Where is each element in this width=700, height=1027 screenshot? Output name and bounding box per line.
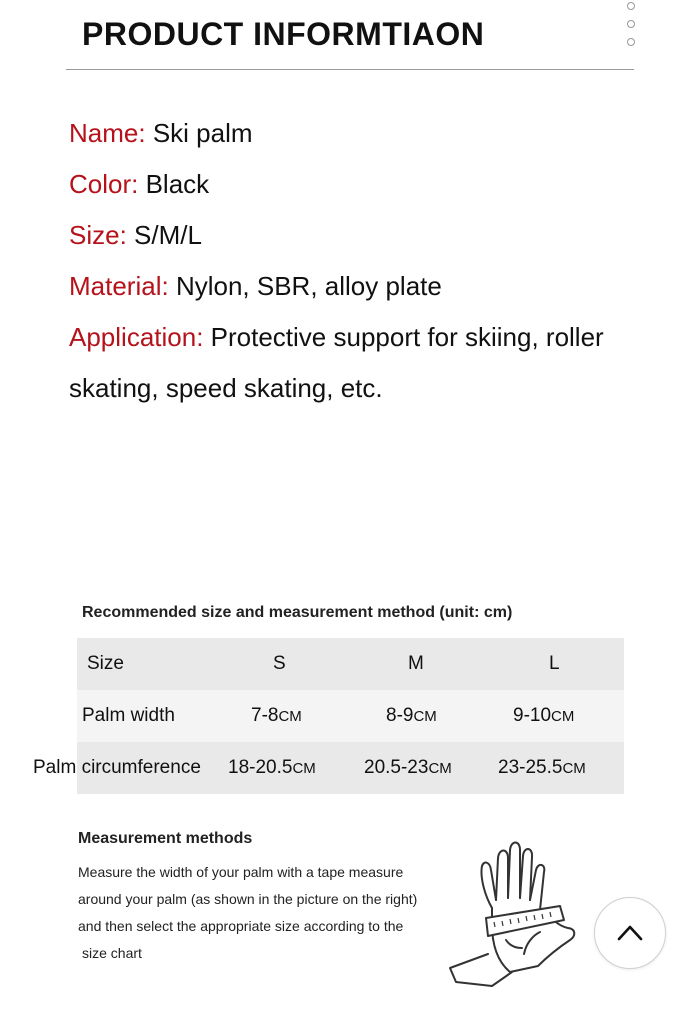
table-cell xyxy=(251,690,302,742)
measurement-line: and then select the appropriate size according to the xyxy=(78,918,404,934)
size-table xyxy=(33,638,624,794)
table-header-cell: M xyxy=(408,653,424,674)
table-cell xyxy=(364,742,452,794)
info-key: Application: xyxy=(69,322,204,352)
info-value: Ski palm xyxy=(152,118,253,148)
info-key: Name: xyxy=(69,118,146,148)
measurement-instructions xyxy=(78,859,468,967)
cell-unit: CM xyxy=(292,760,316,777)
cell-unit: CM xyxy=(413,708,437,725)
info-key: Size: xyxy=(69,220,127,250)
table-cell xyxy=(228,742,316,794)
info-key: Color: xyxy=(69,169,139,199)
table-row xyxy=(33,742,624,794)
cell-range: 23-25.5 xyxy=(498,757,563,778)
info-row-name xyxy=(69,108,679,159)
table-header-cell: S xyxy=(273,653,286,674)
cell-unit: CM xyxy=(551,708,575,725)
info-key: Material: xyxy=(69,271,169,301)
table-cell xyxy=(498,742,586,794)
cell-range: 18-20.5 xyxy=(228,757,293,778)
hand-tape-measure-icon xyxy=(440,836,600,996)
info-value: S/M/L xyxy=(134,220,202,250)
row-label: Palm circumference xyxy=(33,757,201,778)
info-value: Black xyxy=(145,169,210,199)
info-row-size xyxy=(69,210,679,261)
measurement-heading: Measurement methods xyxy=(78,830,253,847)
info-row-color xyxy=(69,159,679,210)
info-row-application xyxy=(69,312,679,363)
info-value-cont: skating, speed skating, etc. xyxy=(69,373,383,403)
cell-unit: CM xyxy=(278,708,302,725)
info-row-material xyxy=(69,261,679,312)
measurement-line: around your palm (as shown in the picture on the right) xyxy=(78,891,418,907)
measurement-line: size chart xyxy=(82,945,142,961)
cell-unit: CM xyxy=(562,760,586,777)
table-cell xyxy=(386,690,437,742)
cell-unit: CM xyxy=(428,760,452,777)
table-header-cell: Size xyxy=(87,653,124,674)
info-row-application-cont xyxy=(69,363,679,414)
measurement-line: Measure the width of your palm with a tape measure xyxy=(78,864,404,880)
table-cell xyxy=(513,690,574,742)
info-value: Nylon, SBR, alloy plate xyxy=(175,271,442,301)
chevron-up-icon xyxy=(615,918,645,948)
table-row xyxy=(77,690,624,742)
cell-range: 7-8 xyxy=(251,705,279,726)
size-table-caption: Recommended size and measurement method (unit: cm) xyxy=(82,604,513,621)
cell-range: 20.5-23 xyxy=(364,757,429,778)
cell-range: 8-9 xyxy=(386,705,414,726)
title-divider xyxy=(66,69,634,70)
vertical-dots-icon[interactable] xyxy=(624,2,638,46)
table-header-cell: L xyxy=(549,653,560,674)
table-header-row xyxy=(77,638,624,690)
info-value: Protective support for skiing, roller xyxy=(210,322,604,352)
row-label: Palm width xyxy=(82,705,175,726)
product-info-list xyxy=(69,108,679,414)
cell-range: 9-10 xyxy=(513,705,552,726)
page-title: PRODUCT INFORMTIAON xyxy=(82,16,485,52)
scroll-top-button[interactable] xyxy=(594,897,666,969)
